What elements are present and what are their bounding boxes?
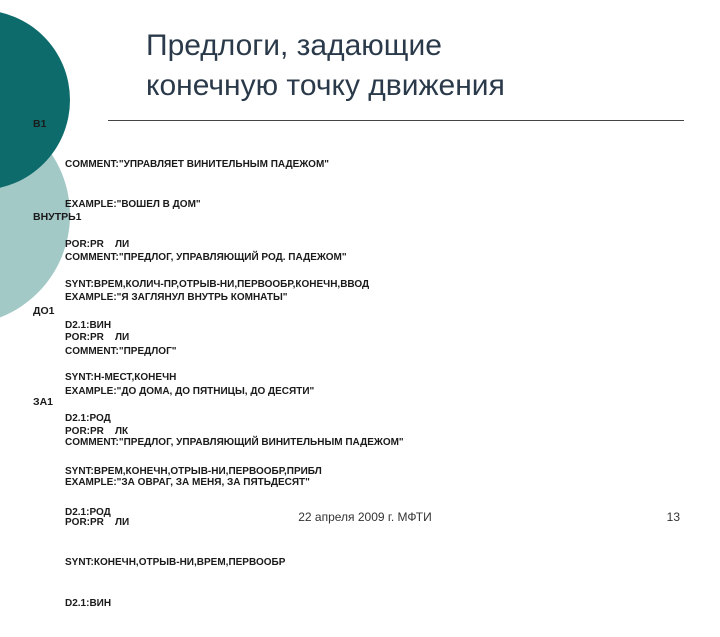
- d2-line: D2.1:ВИН: [65, 597, 112, 609]
- d2-line: D2.1:РОД: [65, 412, 111, 424]
- comment-line: COMMENT:"ПРЕДЛОГ": [65, 345, 177, 357]
- example-line: EXAMPLE:"Я ЗАГЛЯНУЛ ВНУТРЬ КОМНАТЫ": [65, 292, 288, 304]
- synt-line: SYNT:КОНЕЧН,ОТРЫВ-НИ,ВРЕМ,ПЕРВООБР: [65, 557, 286, 569]
- page-number: 13: [666, 510, 680, 524]
- synt-line: SYNT:Н-МЕСТ,КОНЕЧН: [65, 372, 177, 384]
- por-line: POR:PR ЛК: [65, 426, 129, 438]
- example-line: EXAMPLE:"ЗА ОВРАГ, ЗА МЕНЯ, ЗА ПЯТЬДЕСЯТ": [65, 477, 310, 489]
- por-line: POR:PR ЛИ: [65, 239, 130, 251]
- d2-line: D2.1:ВИН: [65, 319, 112, 331]
- por-line: POR:PR ЛИ: [65, 517, 130, 529]
- entry-head: В1: [33, 118, 47, 130]
- entry-head: ВНУТРЬ1: [33, 211, 82, 223]
- entry-head: ДО1: [33, 305, 55, 317]
- example-line: EXAMPLE:"ДО ДОМА, ДО ПЯТНИЦЫ, ДО ДЕСЯТИ": [65, 386, 315, 398]
- synt-line: SYNT:ВРЕМ,КОЛИЧ-ПР,ОТРЫВ-НИ,ПЕРВООБР,КОНЕЧН,ВВОД: [65, 279, 370, 291]
- entry-head: ЗА1: [33, 396, 54, 408]
- comment-line: COMMENT:"УПРАВЛЯЕТ ВИНИТЕЛЬНЫМ ПАДЕЖОМ": [65, 158, 330, 170]
- comment-line: COMMENT:"ПРЕДЛОГ, УПРАВЛЯЮЩИЙ РОД. ПАДЕЖОМ": [65, 251, 347, 263]
- title-line-1: Предлоги, задающие: [146, 29, 442, 62]
- por-line: POR:PR ЛИ: [65, 332, 130, 344]
- example-line: EXAMPLE:"ВОШЕЛ В ДОМ": [65, 199, 201, 211]
- d2-line: D2.1:РОД: [65, 506, 111, 518]
- comment-line: COMMENT:"ПРЕДЛОГ, УПРАВЛЯЮЩИЙ ВИНИТЕЛЬНЫМ ПАДЕЖОМ": [65, 436, 404, 448]
- title-line-2: конечную точку движения: [146, 69, 505, 102]
- slide-title: [146, 26, 666, 106]
- synt-line: SYNT:ВРЕМ,КОНЕЧН,ОТРЫВ-НИ,ПЕРВООБР,ПРИБЛ: [65, 466, 322, 478]
- footer-date: 22 апреля 2009 г. МФТИ: [298, 510, 432, 524]
